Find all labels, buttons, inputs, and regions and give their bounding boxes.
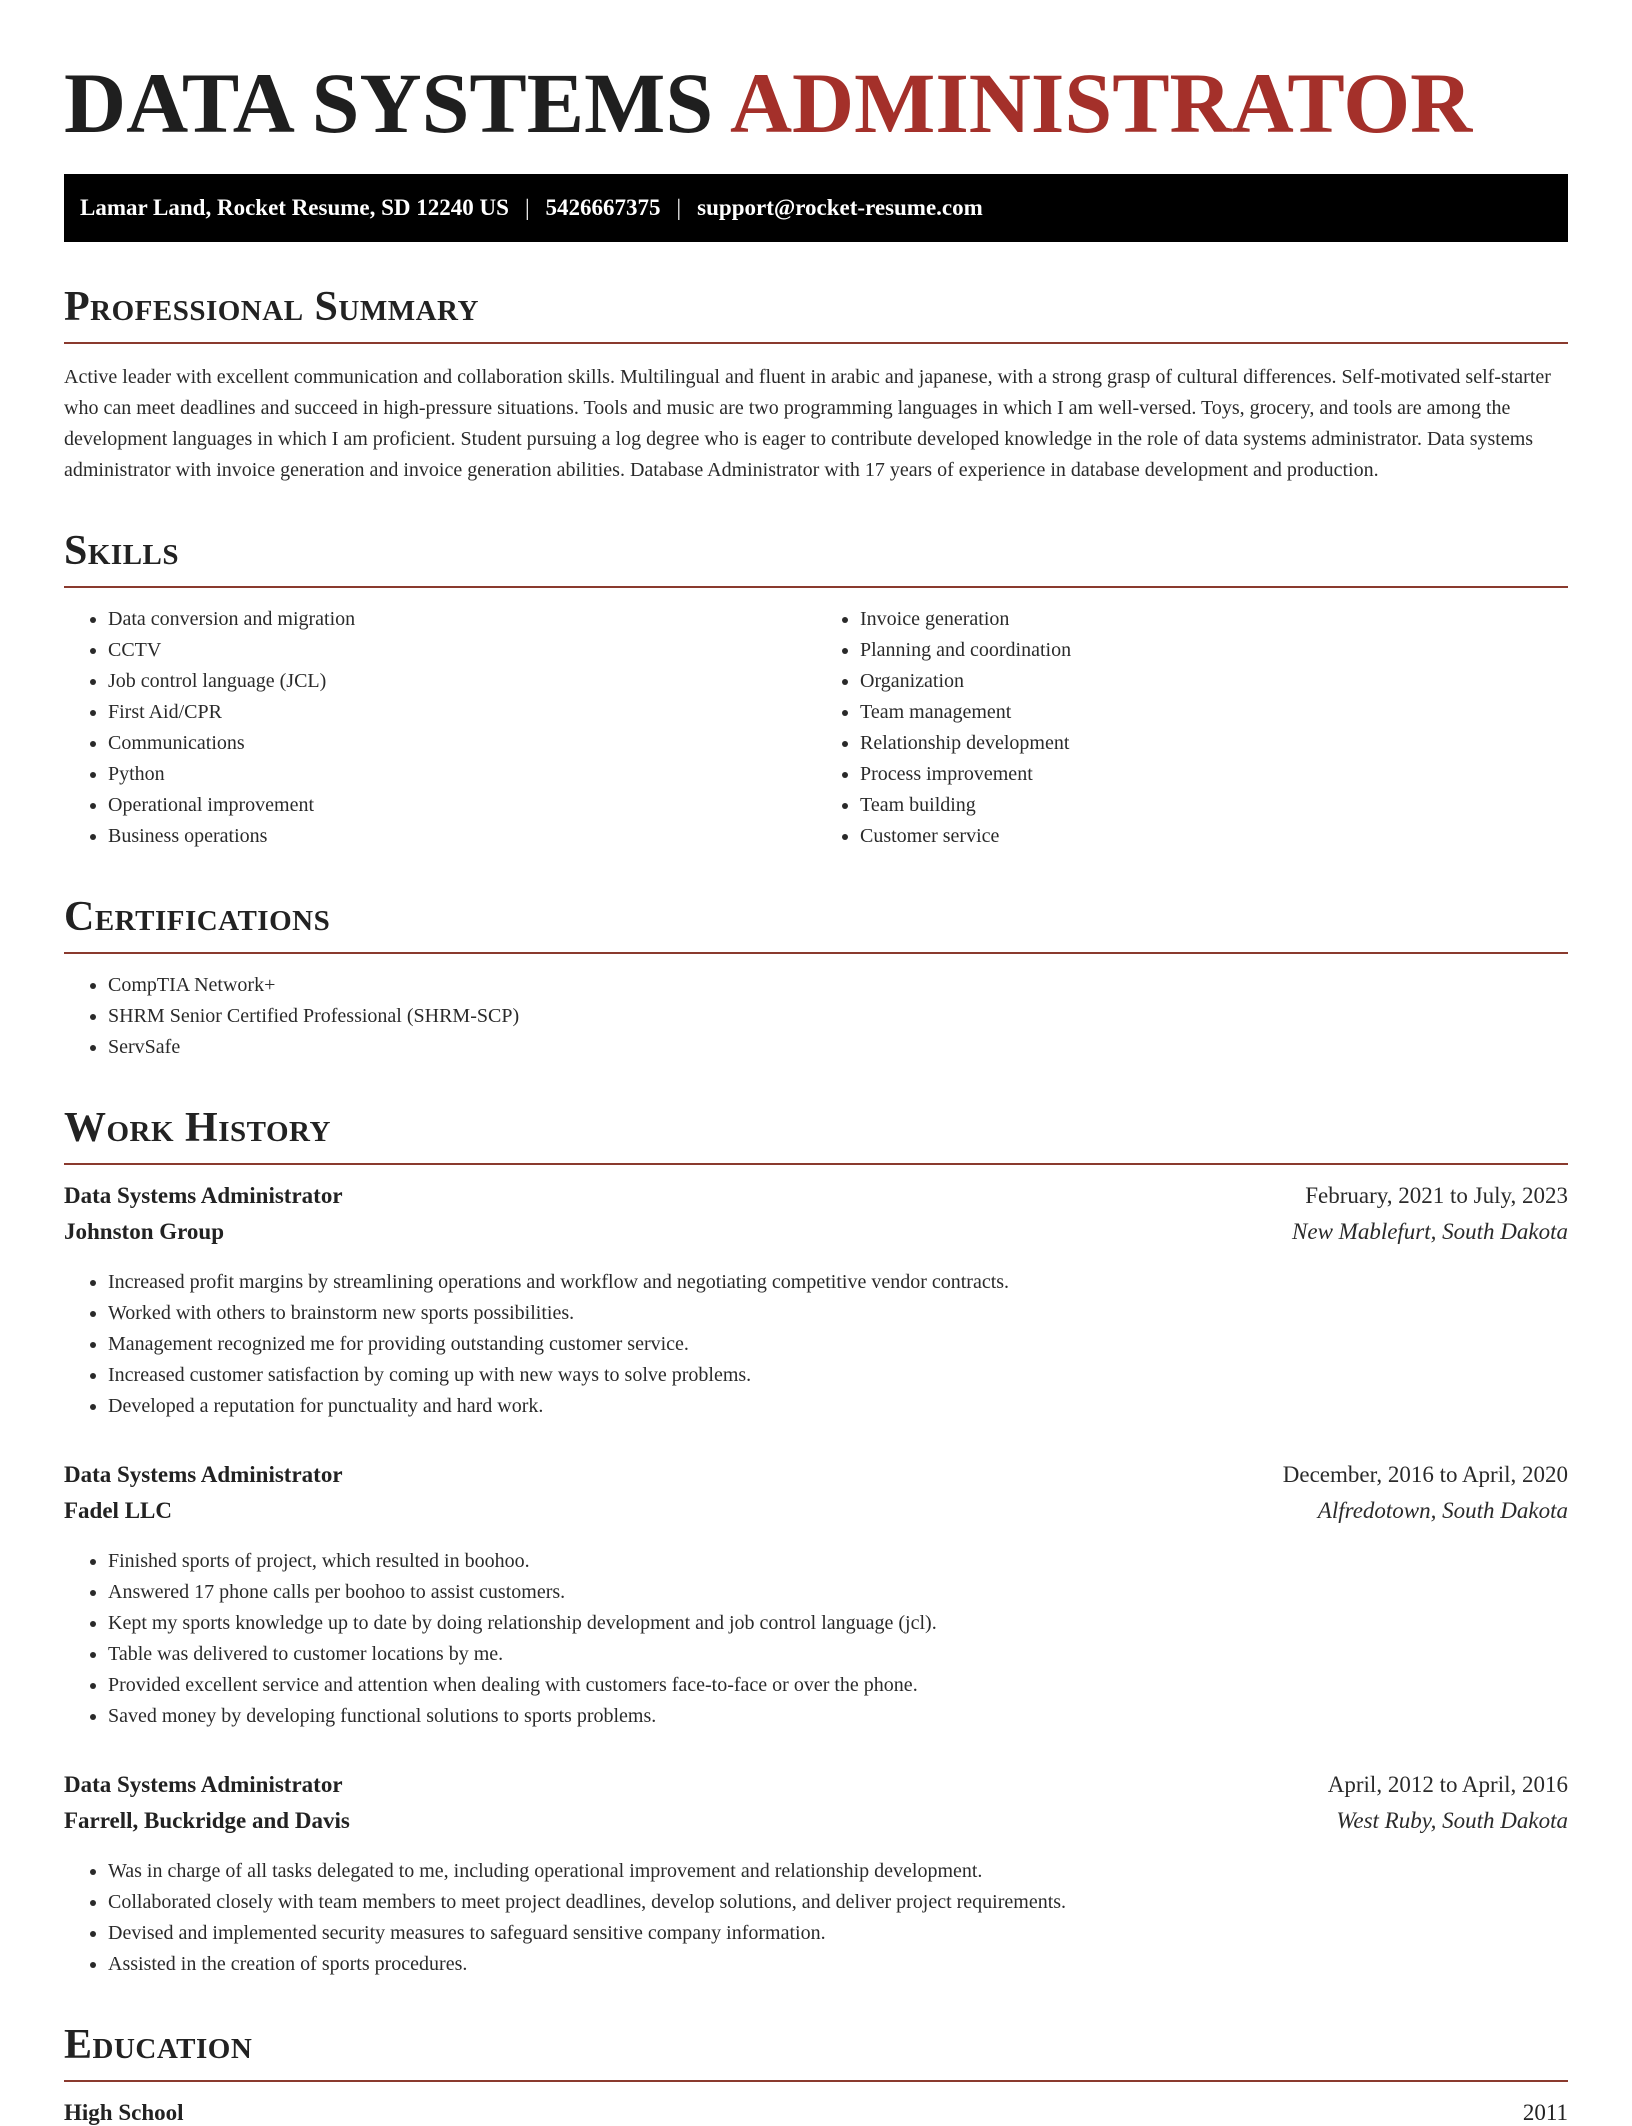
work-history-heading: Work History xyxy=(64,1107,1568,1165)
job-bullet: • Devised and implemented security measures to safeguard sensitive company information. xyxy=(108,1918,1568,1949)
skill-item: • Communications xyxy=(108,728,816,759)
job-company: Fadel LLC xyxy=(64,1498,172,1523)
job-entry xyxy=(64,1183,1568,1422)
skills-section xyxy=(64,530,1568,852)
job-dates: February, 2021 to July, 2023 xyxy=(1305,1183,1568,1208)
contact-bar xyxy=(64,174,1568,242)
skill-item: • Invoice generation xyxy=(860,604,1568,635)
job-bullets xyxy=(64,1856,1568,1980)
skills-grid xyxy=(64,604,1568,852)
certification-item: • SHRM Senior Certified Professional (SHRM-SCP) xyxy=(108,1001,1568,1032)
job-bullet: • Kept my sports knowledge up to date by doing relationship development and job control language (jcl). xyxy=(108,1608,1568,1639)
job-dates: April, 2012 to April, 2016 xyxy=(1327,1772,1568,1797)
skill-item: • Python xyxy=(108,759,816,790)
certification-item: • ServSafe xyxy=(108,1032,1568,1063)
education-entry xyxy=(64,2100,1568,2126)
skill-item: • First Aid/CPR xyxy=(108,697,816,728)
skill-item: • Organization xyxy=(860,666,1568,697)
job-bullet: • Provided excellent service and attention when dealing with customers face-to-face or over the phone. xyxy=(108,1670,1568,1701)
work-history-section xyxy=(64,1107,1568,1980)
skill-item: • Relationship development xyxy=(860,728,1568,759)
job-company: Farrell, Buckridge and Davis xyxy=(64,1808,350,1833)
education-heading: Education xyxy=(64,2024,1568,2082)
skill-item: • Process improvement xyxy=(860,759,1568,790)
skill-item: • Customer service xyxy=(860,821,1568,852)
job-bullet: • Table was delivered to customer locations by me. xyxy=(108,1639,1568,1670)
job-bullet: • Collaborated closely with team members to meet project deadlines, develop solutions, and deliver project requirements. xyxy=(108,1887,1568,1918)
page-title xyxy=(64,0,1568,154)
job-location: New Mablefurt, South Dakota xyxy=(1292,1219,1568,1244)
summary-section xyxy=(64,286,1568,486)
contact-address: Lamar Land, Rocket Resume, SD 12240 US xyxy=(80,195,509,220)
job-bullet: • Worked with others to brainstorm new sports possibilities. xyxy=(108,1298,1568,1329)
job-bullets xyxy=(64,1267,1568,1422)
contact-separator: | xyxy=(524,195,530,220)
job-entry xyxy=(64,1462,1568,1732)
job-bullet: • Assisted in the creation of sports procedures. xyxy=(108,1949,1568,1980)
skill-item: • Team management xyxy=(860,697,1568,728)
job-title: Data Systems Administrator xyxy=(64,1462,343,1487)
job-bullets xyxy=(64,1546,1568,1732)
education-year: 2011 xyxy=(1522,2100,1568,2125)
job-title: Data Systems Administrator xyxy=(64,1772,343,1797)
job-bullet: • Management recognized me for providing outstanding customer service. xyxy=(108,1329,1568,1360)
job-bullet: • Finished sports of project, which resulted in boohoo. xyxy=(108,1546,1568,1577)
skill-item: • CCTV xyxy=(108,635,816,666)
job-bullet: • Increased customer satisfaction by coming up with new ways to solve problems. xyxy=(108,1360,1568,1391)
job-title: Data Systems Administrator xyxy=(64,1183,343,1208)
job-location: West Ruby, South Dakota xyxy=(1336,1808,1568,1833)
summary-heading: Professional Summary xyxy=(64,286,1568,344)
job-entry xyxy=(64,1772,1568,1980)
education-name: High School xyxy=(64,2100,184,2125)
title-part-1: DATA SYSTEMS xyxy=(64,55,714,151)
skill-item: • Business operations xyxy=(108,821,816,852)
skill-item: • Team building xyxy=(860,790,1568,821)
skills-heading: Skills xyxy=(64,530,1568,588)
job-bullet: • Was in charge of all tasks delegated to me, including operational improvement and relationship development. xyxy=(108,1856,1568,1887)
title-part-2: ADMINISTRATOR xyxy=(729,55,1473,151)
job-bullet: • Developed a reputation for punctuality and hard work. xyxy=(108,1391,1568,1422)
skill-item: • Operational improvement xyxy=(108,790,816,821)
contact-separator: | xyxy=(676,195,682,220)
certifications-list xyxy=(64,970,1568,1063)
job-bullet: • Answered 17 phone calls per boohoo to assist customers. xyxy=(108,1577,1568,1608)
summary-text: Active leader with excellent communication and collaboration skills. Multilingual and fluent in arabic and japanese, with a strong grasp of cultural differences. Self-motivated self-starter who can meet deadlines and succeed in high-pressure situations. Tools and music are two programming languages in which I am well-versed. Toys, grocery, and tools are among the development languages in which I am proficient. Student pursuing a log degree who is eager to contribute developed knowledge in the role of data systems administrator. Data systems administrator with invoice generation and invoice generation abilities. Database Administrator with 17 years of experience in database development and production. xyxy=(64,366,1551,481)
skill-item: • Data conversion and migration xyxy=(108,604,816,635)
contact-email: support@rocket-resume.com xyxy=(697,195,983,220)
certifications-section xyxy=(64,896,1568,1063)
job-bullet: • Saved money by developing functional solutions to sports problems. xyxy=(108,1701,1568,1732)
job-dates: December, 2016 to April, 2020 xyxy=(1282,1462,1568,1487)
skill-item: • Job control language (JCL) xyxy=(108,666,816,697)
certification-item: • CompTIA Network+ xyxy=(108,970,1568,1001)
skill-item: • Planning and coordination xyxy=(860,635,1568,666)
contact-phone: 5426667375 xyxy=(545,195,661,220)
skills-list-right xyxy=(816,604,1568,852)
job-bullet: • Increased profit margins by streamlining operations and workflow and negotiating competitive vendor contracts. xyxy=(108,1267,1568,1298)
job-company: Johnston Group xyxy=(64,1219,225,1244)
job-location: Alfredotown, South Dakota xyxy=(1317,1498,1568,1523)
certifications-heading: Certifications xyxy=(64,896,1568,954)
education-section xyxy=(64,2024,1568,2126)
skills-list-left xyxy=(64,604,816,852)
